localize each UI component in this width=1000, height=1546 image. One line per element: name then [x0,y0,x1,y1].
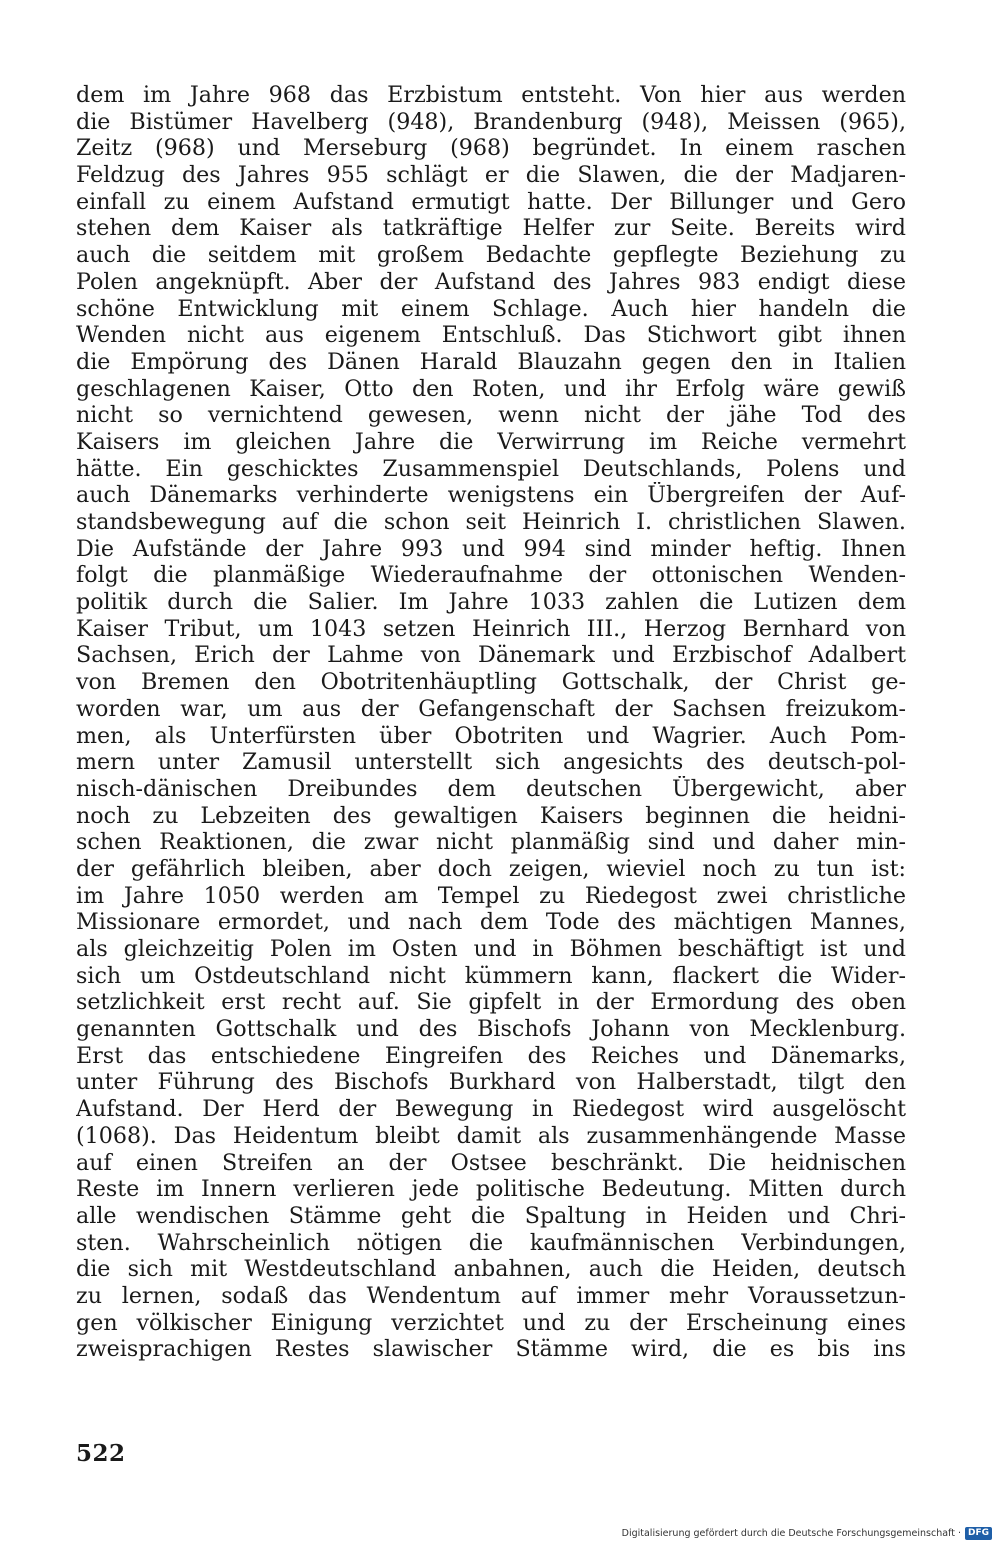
text-line: genannten Gottschalk und des Bischofs Johann von Mecklenburg. [76,1016,906,1043]
text-line: Die Aufstände der Jahre 993 und 994 sind minder heftig. Ihnen [76,535,906,562]
text-line: Feldzug des Jahres 955 schlägt er die Slawen, die der Madjaren- [76,162,906,189]
text-line: Missionare ermordet, und nach dem Tode des mächtigen Mannes, [76,909,906,936]
text-line: die Empörung des Dänen Harald Blauzahn gegen den in Italien [76,348,906,375]
body-text [76,82,906,1363]
text-line: zu lernen, sodaß das Wendentum auf immer mehr Voraussetzun- [76,1282,906,1309]
text-line: auch Dänemarks verhinderte wenigstens ein Übergreifen der Auf- [76,482,906,509]
text-line: Wenden nicht aus eigenem Entschluß. Das Stichwort gibt ihnen [76,322,906,349]
text-line: men, als Unterfürsten über Obotriten und Wagrier. Auch Pom- [76,722,906,749]
text-line: Polen angeknüpft. Aber der Aufstand des Jahres 983 endigt diese [76,268,906,295]
text-line: Zeitz (968) und Merseburg (968) begründet. In einem raschen [76,135,906,162]
text-line: sich um Ostdeutschland nicht kümmern kann, flackert die Wider- [76,962,906,989]
text-line: standsbewegung auf die schon seit Heinrich I. christlichen Slawen. [76,509,906,535]
text-line: auf einen Streifen an der Ostsee beschränkt. Die heidnischen [76,1149,906,1176]
text-line: Kaiser Tribut, um 1043 setzen Heinrich III., Herzog Bernhard von [76,615,906,642]
text-line: auch die seitdem mit großem Bedachte gepflegte Beziehung zu [76,242,906,269]
text-line: geschlagenen Kaiser, Otto den Roten, und ihr Erfolg wäre gewiß [76,375,906,402]
text-line: dem im Jahre 968 das Erzbistum entsteht. Von hier aus werden [76,82,906,108]
digitization-footer [622,1527,992,1540]
text-line: die sich mit Westdeutschland anbahnen, auch die Heiden, deutsch [76,1256,906,1283]
text-line: alle wendischen Stämme geht die Spaltung in Heiden und Chri- [76,1202,906,1229]
text-line: folgt die planmäßige Wiederaufnahme der ottonischen Wenden- [76,562,906,589]
text-line: zweisprachigen Restes slawischer Stämme wird, die es bis ins [76,1336,906,1363]
dfg-logo-icon: DFG [965,1527,992,1540]
text-line: setzlichkeit erst recht auf. Sie gipfelt in der Ermordung des oben [76,989,906,1016]
text-line: nicht so vernichtend gewesen, wenn nicht der jähe Tod des [76,402,906,429]
text-line: Kaisers im gleichen Jahre die Verwirrung im Reiche vermehrt [76,428,906,455]
text-line: hätte. Ein geschicktes Zusammenspiel Deutschlands, Polens und [76,455,906,482]
text-line: als gleichzeitig Polen im Osten und in Böhmen beschäftigt ist und [76,936,906,962]
text-line: Erst das entschiedene Eingreifen des Reiches und Dänemarks, [76,1042,906,1069]
text-line: von Bremen den Obotritenhäuptling Gottschalk, der Christ ge- [76,669,906,696]
text-line: stehen dem Kaiser als tatkräftige Helfer zur Seite. Bereits wird [76,215,906,242]
text-line: gen völkischer Einigung verzichtet und zu der Erscheinung eines [76,1309,906,1336]
text-line: unter Führung des Bischofs Burkhard von Halberstadt, tilgt den [76,1069,906,1096]
text-line: mern unter Zamusil unterstellt sich angesichts des deutsch-pol- [76,749,906,776]
text-line: Sachsen, Erich der Lahme von Dänemark und Erzbischof Adalbert [76,642,906,669]
footer-credit-text: Digitalisierung gefördert durch die Deutsche Forschungsgemeinschaft · [621,1528,961,1539]
text-line: Reste im Innern verlieren jede politische Bedeutung. Mitten durch [76,1176,906,1203]
text-line: die Bistümer Havelberg (948), Brandenburg (948), Meissen (965), [76,108,906,135]
text-line: sten. Wahrscheinlich nötigen die kaufmännischen Verbindungen, [76,1229,906,1256]
text-line: schen Reaktionen, die zwar nicht planmäßig sind und daher min- [76,829,906,856]
text-line: im Jahre 1050 werden am Tempel zu Riedegost zwei christliche [76,882,906,909]
page-number: 522 [76,1440,126,1467]
text-line: (1068). Das Heidentum bleibt damit als zusammenhängende Masse [76,1122,906,1149]
text-line: worden war, um aus der Gefangenschaft der Sachsen freizukom- [76,695,906,722]
text-line: politik durch die Salier. Im Jahre 1033 zahlen die Lutizen dem [76,589,906,616]
text-line: einfall zu einem Aufstand ermutigt hatte. Der Billunger und Gero [76,188,906,215]
text-line: der gefährlich bleiben, aber doch zeigen, wieviel noch zu tun ist: [76,855,906,882]
text-line: noch zu Lebzeiten des gewaltigen Kaisers beginnen die heidni- [76,802,906,829]
text-line: nisch-dänischen Dreibundes dem deutschen Übergewicht, aber [76,775,906,802]
text-line: Aufstand. Der Herd der Bewegung in Riedegost wird ausgelöscht [76,1096,906,1123]
text-line: schöne Entwicklung mit einem Schlage. Auch hier handeln die [76,295,906,322]
